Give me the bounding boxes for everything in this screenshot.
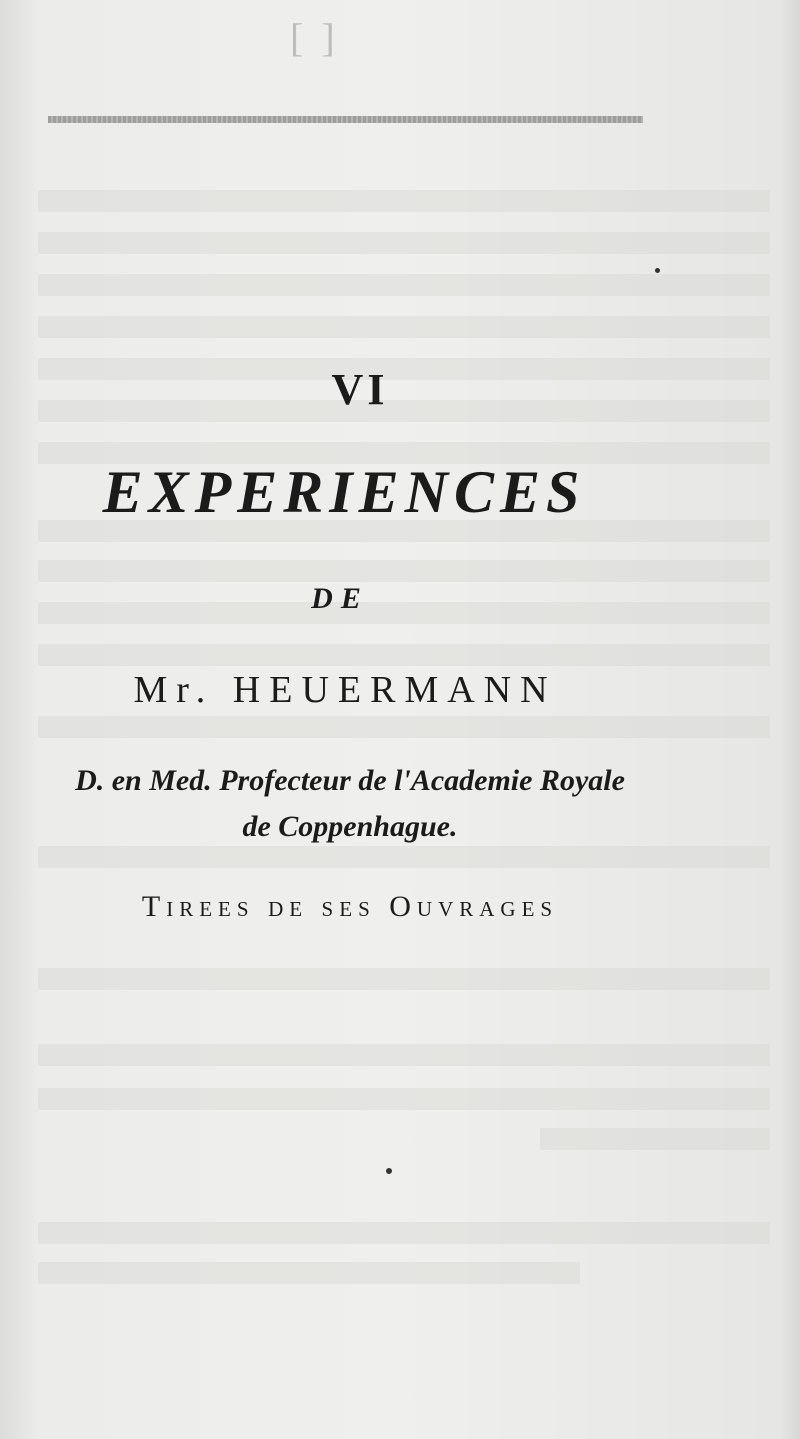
ink-speck xyxy=(386,1168,392,1174)
bleed-through-line xyxy=(38,716,770,738)
bleed-through-line xyxy=(38,1262,580,1284)
header-rule xyxy=(48,116,643,123)
bleed-through-line xyxy=(38,560,770,582)
bleed-through-line xyxy=(38,968,770,990)
affiliation-line-1: D. en Med. Profecteur de l'Academie Royale xyxy=(75,764,625,797)
page-title: EXPERIENCES xyxy=(102,459,586,525)
ink-speck xyxy=(655,268,660,273)
section-number: VI xyxy=(331,365,389,414)
bleed-through-header: [ ] xyxy=(290,15,339,60)
preposition: DE xyxy=(311,582,369,615)
bleed-through-line xyxy=(38,1088,770,1110)
bleed-through-line xyxy=(38,1222,770,1244)
bleed-through-line xyxy=(38,316,770,338)
author-name: Mr. HEUERMANN xyxy=(133,669,557,711)
bleed-through-line xyxy=(38,274,770,296)
bleed-through-line xyxy=(540,1128,770,1150)
author-affiliation xyxy=(0,758,700,850)
bleed-through-line xyxy=(38,232,770,254)
bleed-through-line xyxy=(38,644,770,666)
bleed-through-line xyxy=(38,190,770,212)
source-note: Tirees de ses Ouvrages xyxy=(141,890,559,923)
bleed-through-line xyxy=(38,1044,770,1066)
affiliation-line-2: de Coppenhague. xyxy=(242,810,458,843)
